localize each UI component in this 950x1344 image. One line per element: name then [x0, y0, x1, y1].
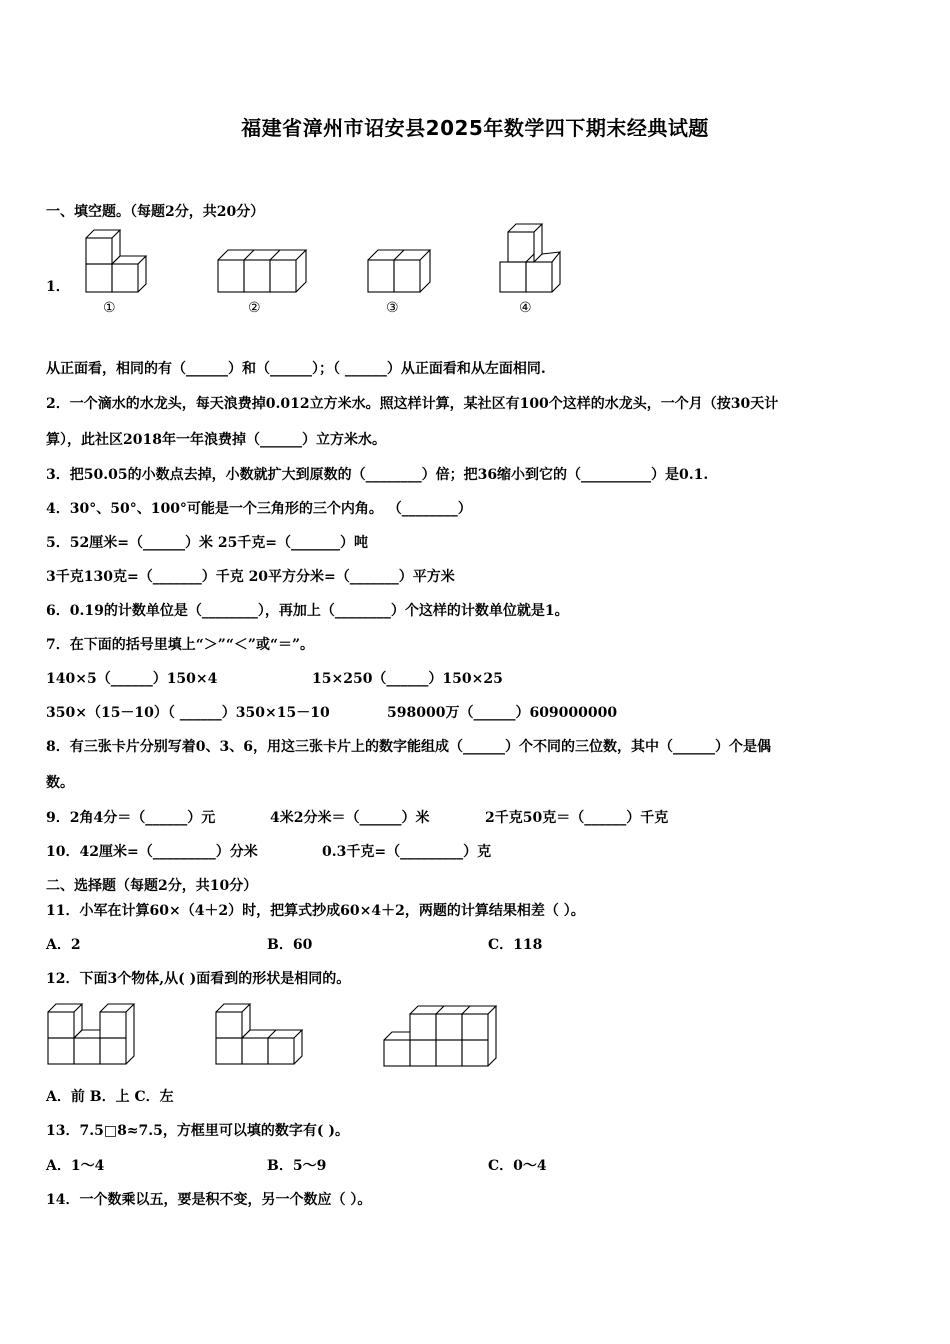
- q9-item1: 9．2角4分＝（______）元: [46, 810, 216, 826]
- q1-number: 1．: [46, 279, 70, 295]
- q9-item2: 4米2分米＝（______）米: [270, 810, 430, 826]
- q10-item1: 10．42厘米=（_________）分米: [46, 844, 258, 860]
- section-2-heading: 二、选择题（每题2分，共10分）: [46, 878, 258, 894]
- q12-figure-1: [44, 1000, 140, 1068]
- q7-row2-item1: 350×（15－10）（ ______）350×15－10: [46, 705, 330, 721]
- q11-option-b: B．60: [267, 937, 313, 953]
- section-1-heading: 一、填空题。（每题2分，共20分）: [46, 204, 265, 220]
- q1-figure-label-2: ②: [248, 300, 261, 316]
- q12: 12．下面3个物体,从( )面看到的形状是相同的。: [46, 971, 351, 987]
- q7-row1-item2: 15×250（______）150×25: [312, 671, 503, 687]
- q11-option-a: A．2: [46, 937, 81, 953]
- q7: 7．在下面的括号里填上“＞”“＜”或“＝”。: [46, 637, 315, 653]
- q7-row1-item1: 140×5（______）150×4: [46, 671, 218, 687]
- q12-figure-2: [212, 1000, 308, 1068]
- q7-row2-item2: 598000万（______）609000000: [387, 705, 618, 721]
- q8-line-2: 数。: [46, 775, 74, 791]
- q4: 4．30°、50°、100°可能是一个三角形的三个内角。 （________）: [46, 501, 472, 517]
- q3: 3．把50.05的小数点去掉，小数就扩大到原数的（________）倍；把36缩小到它的（__________）是0.1.: [46, 467, 709, 483]
- q1-figure-label-3: ③: [386, 300, 399, 316]
- q1-figure-2: [212, 248, 322, 298]
- q13-option-b: B．5～9: [267, 1158, 327, 1174]
- q5-line-1: 5．52厘米=（______）米 25千克=（_______）吨: [46, 535, 369, 551]
- q1-figure-label-1: ①: [103, 300, 116, 316]
- q6: 6．0.19的计数单位是（________），再加上（________）个这样的计数单位就是1。: [46, 603, 569, 619]
- q13-option-c: C．0～4: [488, 1158, 547, 1174]
- q2-line-1: 2．一个滴水的水龙头，每天浪费掉0.012立方米水。照这样计算，某社区有100个这样的水龙头，一个月（按30天计: [46, 396, 779, 412]
- q11-option-c: C．118: [488, 937, 543, 953]
- q13-option-a: A．1～4: [46, 1158, 105, 1174]
- q10-item2: 0.3千克=（_________）克: [322, 844, 492, 860]
- q9-item3: 2千克50克＝（______）千克: [485, 810, 669, 826]
- q1-figure-4: [494, 222, 574, 298]
- page-title: 福建省漳州市诏安县2025年数学四下期末经典试题: [241, 116, 709, 140]
- q1-figure-label-4: ④: [519, 300, 532, 316]
- q1-figure-1: [80, 228, 160, 298]
- q12-figure-3: [380, 1002, 500, 1070]
- q13: 13．7.5□8≈7.5，方框里可以填的数字有( )。: [46, 1123, 350, 1139]
- q1-text: 从正面看，相同的有（______）和（______）；（ ______）从正面看和从左面相同.: [46, 361, 546, 377]
- q2-line-2: 算），此社区2018年一年浪费掉（______）立方米水。: [46, 432, 386, 448]
- q11: 11．小军在计算60×（4＋2）时，把算式抄成60×4＋2，两题的计算结果相差（ ）。: [46, 903, 585, 919]
- q8-line-1: 8．有三张卡片分别写着0、3、6，用这三张卡片上的数字能组成（______）个不同的三位数，其中（______）个是偶: [46, 739, 771, 755]
- q5-line-2: 3千克130克=（_______）千克 20平方分米=（_______）平方米: [46, 569, 455, 585]
- q12-options: A．前 B．上 C．左: [46, 1089, 174, 1105]
- q1-figure-3: [362, 248, 442, 298]
- q14: 14．一个数乘以五，要是积不变，另一个数应（ ）。: [46, 1192, 372, 1208]
